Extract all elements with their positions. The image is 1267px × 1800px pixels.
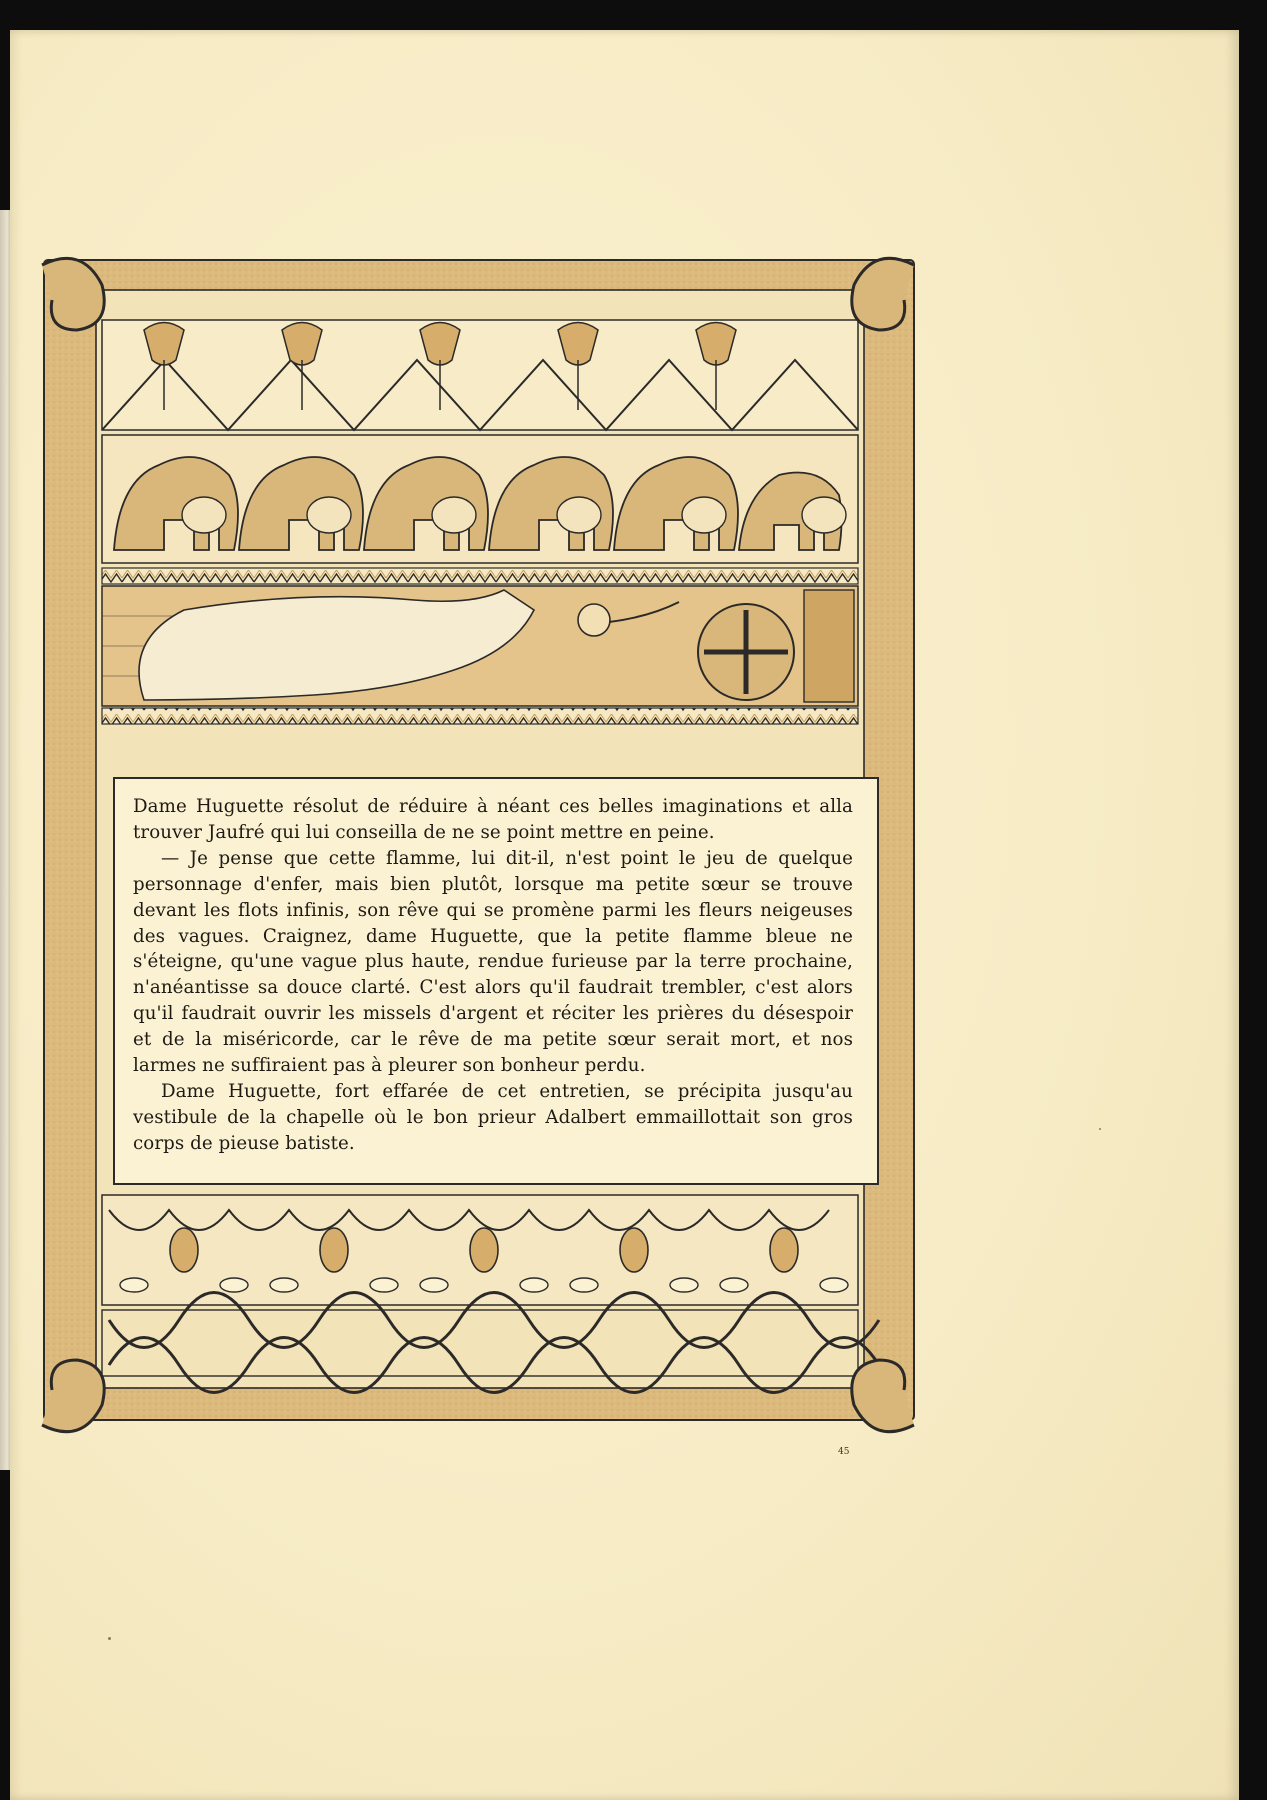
figure-scene (102, 586, 858, 706)
paper-speck (1099, 1128, 1101, 1130)
scarab-eyes-frieze (102, 1195, 858, 1305)
cat-frieze (102, 435, 858, 563)
paragraph: Dame Huguette résolut de réduire à néant ces belles imaginations et alla trouver Jaufré qui lui conseilla de ne se point mettre en peine. (133, 796, 853, 843)
paragraph: Dame Huguette, fort effarée de cet entretien, se précipita jusqu'au vestibule de la chapelle où le bon prieur Adalbert emmaillottait son gros corps de pieuse batiste. (133, 1080, 853, 1154)
paragraph: — Je pense que cette flamme, lui dit-il, n'est point le jeu de quelque personnage d'enfer, mais bien plutôt, lorsque ma petite sœur se trouve devant les flots infinis, son rêve qui se promène parmi les fleurs neigeuses des vagues. Craignez, dame Huguette, que la petite flamme bleue ne s'éteigne, qu'une vague plus haute, rendue furieuse par la terre prochaine, n'anéantisse sa douce clarté. C'est alors qu'il faudrait trembler, c'est alors qu'il faudrait ouvrir les missels d'argent et réciter les prières du désespoir et de la miséricorde, car le rêve de ma petite sœur serait mort, et nos larmes ne suffiraient pas à pleurer son bonheur perdu. (133, 847, 853, 1077)
page-number: 45 (838, 1447, 850, 1457)
thistle-frieze (102, 320, 858, 430)
body-text (133, 794, 853, 1157)
paper-speck (108, 1637, 111, 1640)
